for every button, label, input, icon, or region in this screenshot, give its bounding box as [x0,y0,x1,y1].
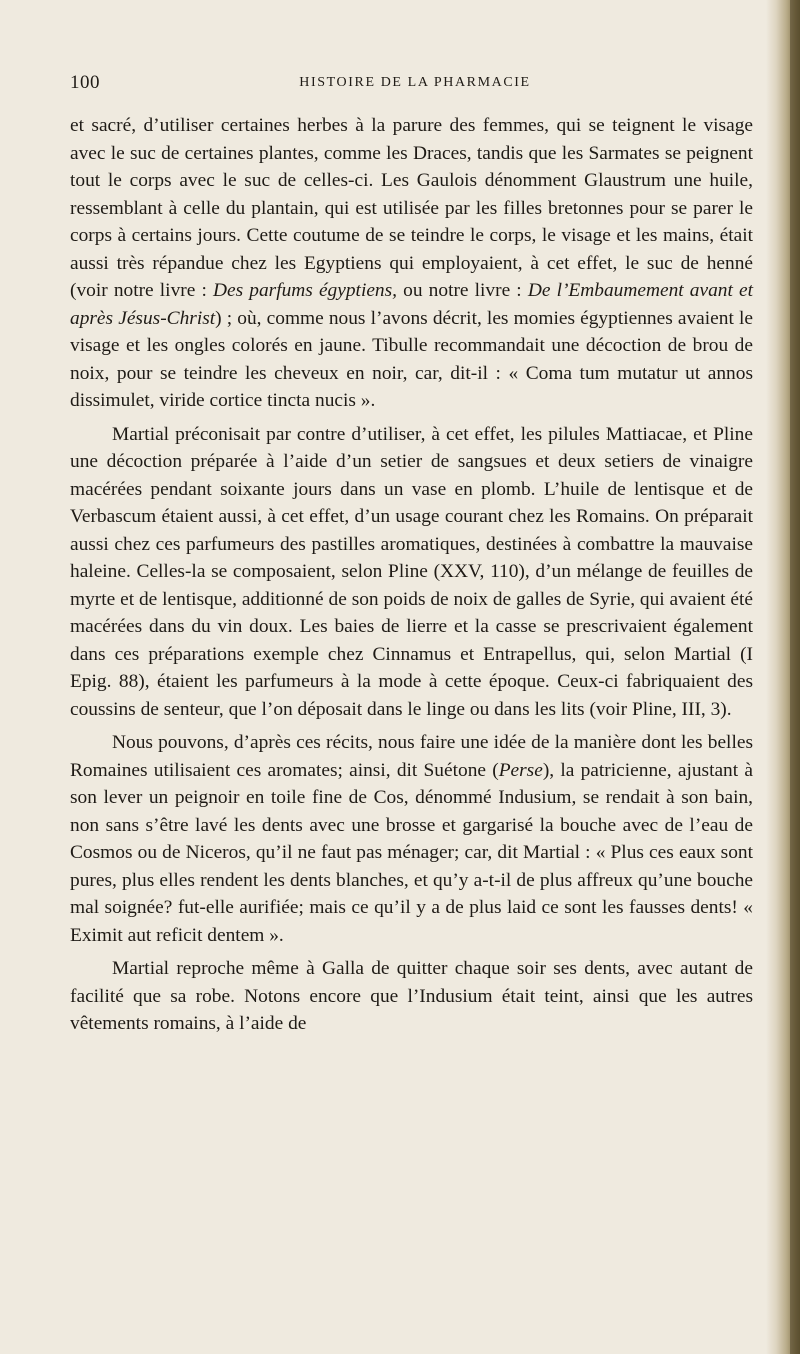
body-text [70,112,753,1044]
text-segment: ), la patricienne, ajustant à son lever un peignoir en toile fine de Cos, dénommé Indusium, se rendait à son bain, non sans s’être lavé les dents avec une brosse et gargarisé la bouche avec de l’eau de Cosmos ou de Niceros, qu’il ne faut pas ménager; car, dit Martial : « Plus ces eaux sont pures, plus elles rendent les dents blanches, et qu’y a-t-il de plus affreux qu’une bouche mal soignée? fut-elle aurifiée; mais ce qu’il y a de plus laid ce sont les fausses dents! « Eximit aut reficit dentem ». [70,759,753,946]
running-title: HISTOIRE DE LA PHARMACIE [299,75,531,90]
paragraph-3 [70,729,753,949]
text-segment: ou notre livre : [397,280,528,301]
paragraph-2 [70,421,753,724]
paragraph-4 [70,955,753,1038]
text-segment: Martial préconisait par contre d’utiliser, à cet effet, les pilules Mattiacae, et Pline une décoction préparée à l’aide d’un setier de sangsues et deux setiers de vinaigre macérées pendant soixante jours dans un vase en plomb. L’huile de lentisque et de Verbascum étaient aussi, à cet effet, d’un usage courant chez les Romains. On préparait aussi chez ces parfumeurs des pastilles aromatiques, destinées à combattre la mauvaise haleine. Celles-la se composaient, selon Pline (XXV, 110), d’un mélange de feuilles de myrte et de lentisque, additionné de son poids de noix de galles de Syrie, qui avaient été macérées dans du vin doux. Les baies de lierre et la casse se prescrivaient également dans ces préparations exemple chez Cinnamus et Entrapellus, qui, selon Martial (I Epig. 88), étaient les parfumeurs à la mode à cette époque. Ceux-ci fabriquaient des coussins de senteur, que l’on déposait dans le linge ou dans les lits (voir Pline, III, 3). [70,423,753,720]
book-spine-edge [790,0,800,1354]
text-segment: Nous pouvons, d’après ces récits, nous faire une idée de la manière dont les belles Romaines utilisaient ces aromates; ainsi, dit Suétone ( [70,732,753,781]
paragraph-1 [70,112,753,415]
text-segment: Martial reproche même à Galla de quitter chaque soir ses dents, avec autant de facilité que sa robe. Notons encore que l’Indusium était teint, ainsi que les autres vêtements romains, à l’aide de [70,958,753,1034]
book-title-embaumement: De l’Embaumement avant et après Jésus-Christ [70,280,753,329]
text-segment: et sacré, d’utiliser certaines herbes à la parure des femmes, qui se teignent le visage avec le suc de certaines plantes, comme les Draces, tandis que les Sarmates se peignent tout le corps avec le suc de celles-ci. Les Gaulois dénomment Glaustrum une huile, ressemblant à celle du plantain, qui est utilisée par les filles bretonnes pour se parer le corps à certains jours. Cette coutume de se teindre le corps, le visage et les mains, était aussi très répandue chez les Egyptiens qui employaient, à cet effet, le suc de henné (voir notre livre : [70,115,753,301]
book-title-parfums: Des parfums égyptiens, [212,280,398,301]
page-header [70,72,750,102]
text-segment: ) ; où, comme nous l’avons décrit, les momies égyptiennes avaient le visage et les ongles colorés en jaune. Tibulle recommandait une décoction de brou de noix, pour se teindre les cheveux en noir, car, dit-il : « Coma tum mutatur ut annos dissimulet, viride cortice tincta nucis ». [70,307,753,411]
work-title-perse: Perse [498,759,543,781]
page-number: 100 [70,72,100,93]
